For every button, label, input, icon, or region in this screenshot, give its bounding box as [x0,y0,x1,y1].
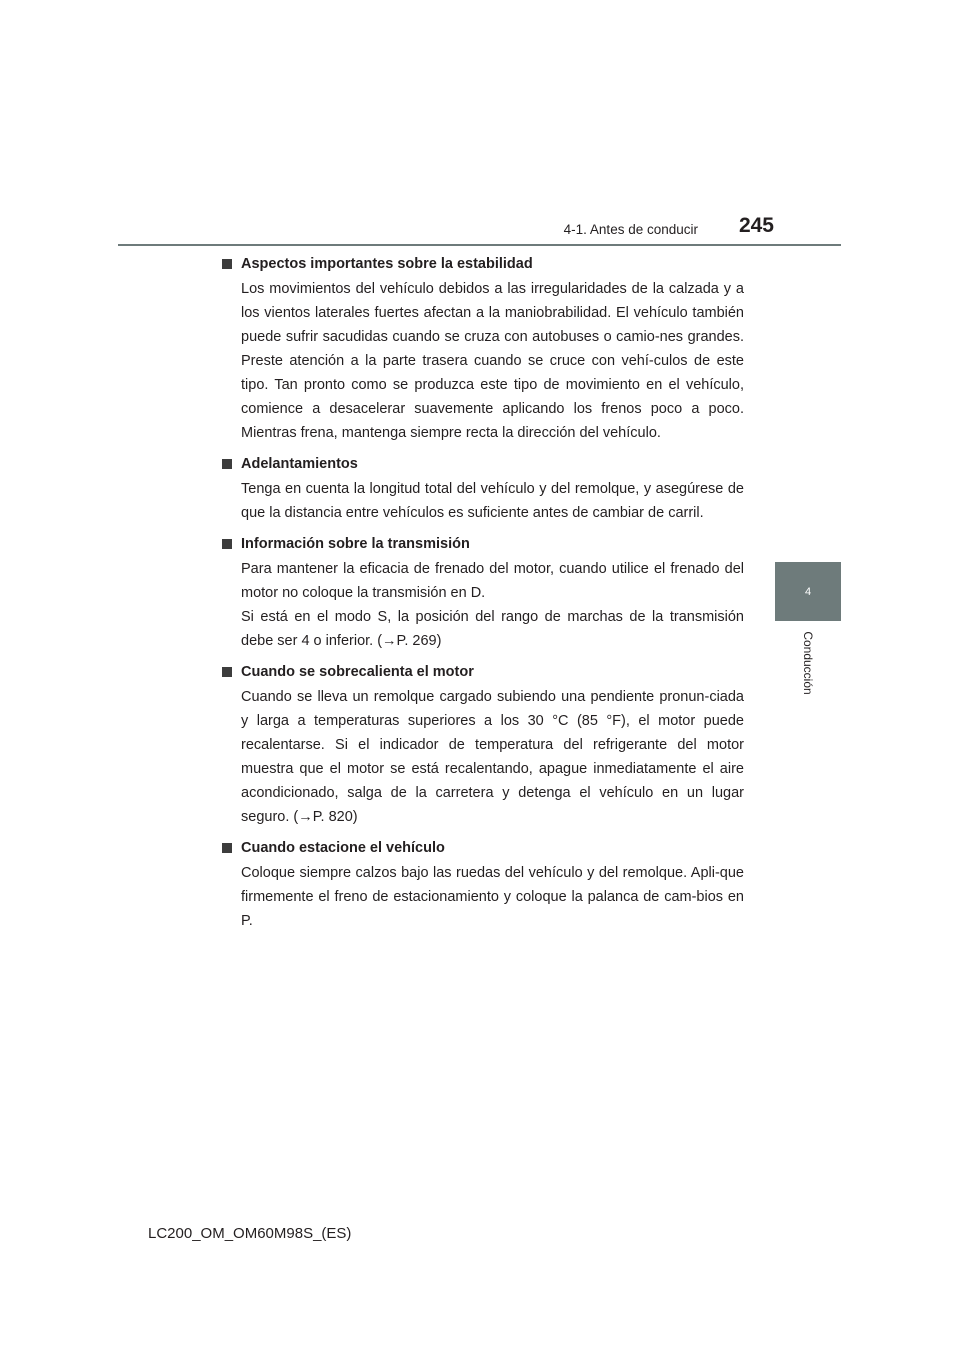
section-transmission [222,532,744,653]
section-stability [222,252,744,445]
paragraph: Coloque siempre calzos bajo las ruedas del vehículo y del remolque. Apli-que firmemente el freno de estacionamiento y coloque la palanca de cam-bios en P. [241,865,744,929]
page-number: 245 [738,214,774,237]
paragraph: Para mantener la eficacia de frenado del motor, cuando utilice el frenado del motor no coloque la transmisión en D. [241,561,744,601]
paragraph: Si está en el modo S, la posición del rango de marchas de la transmisión debe ser 4 o inferior. (→P. 269) [241,609,744,649]
square-bullet-icon [222,259,232,269]
chapter-title: Conducción [801,631,815,695]
content [222,252,744,940]
square-bullet-icon [222,843,232,853]
section-body [241,477,744,525]
section-heading-text: Aspectos importantes sobre la estabilidad [241,256,533,272]
header-section-title: 4-1. Antes de conducir [563,222,698,237]
section-heading-text: Adelantamientos [241,456,358,472]
square-bullet-icon [222,667,232,677]
section-heading [222,452,744,476]
section-overheating [222,660,744,829]
chapter-number: 4 [804,585,812,598]
section-heading [222,532,744,556]
section-heading-text: Información sobre la transmisión [241,536,470,552]
section-heading-text: Cuando estacione el vehículo [241,840,445,856]
section-heading-text: Cuando se sobrecalienta el motor [241,664,474,680]
square-bullet-icon [222,539,232,549]
paragraph: Los movimientos del vehículo debidos a las irregularidades de la calzada y a los vientos laterales fuertes afectan a la maniobrabilidad. El vehículo también puede sufrir sacudidas cuando se cruza con autobuses o camio-nes grandes. Preste atención a la parte trasera cuando se cruce con vehí-culos de este tipo. Tan pronto como se produzca este tipo de movimiento en el vehículo, comience a desacelerar suavemente aplicando los frenos poco a poco. Mientras frena, mantenga siempre recta la dirección del vehículo. [241,281,744,441]
section-body [241,277,744,445]
section-heading [222,836,744,860]
section-heading [222,660,744,684]
chapter-tab [775,562,841,621]
section-parking [222,836,744,933]
section-body [241,861,744,933]
paragraph: Tenga en cuenta la longitud total del vehículo y del remolque, y asegúrese de que la distancia entre vehículos es suficiente antes de cambiar de carril. [241,481,744,521]
header-rule [118,244,841,246]
footer-document-code: LC200_OM_OM60M98S_(ES) [148,1225,352,1242]
section-heading [222,252,744,276]
square-bullet-icon [222,459,232,469]
section-overtaking [222,452,744,525]
section-body [241,685,744,829]
paragraph: Cuando se lleva un remolque cargado subiendo una pendiente pronun-ciada y larga a temperaturas superiores a los 30 °C (85 °F), el motor puede recalentarse. Si el indicador de temperatura del refrigerante del motor muestra que el motor se está recalentando, apague inmediatamente el aire acondicionado, salga de la carretera y detenga el vehículo en un lugar seguro. (→P. 820) [241,689,744,825]
section-body [241,557,744,653]
